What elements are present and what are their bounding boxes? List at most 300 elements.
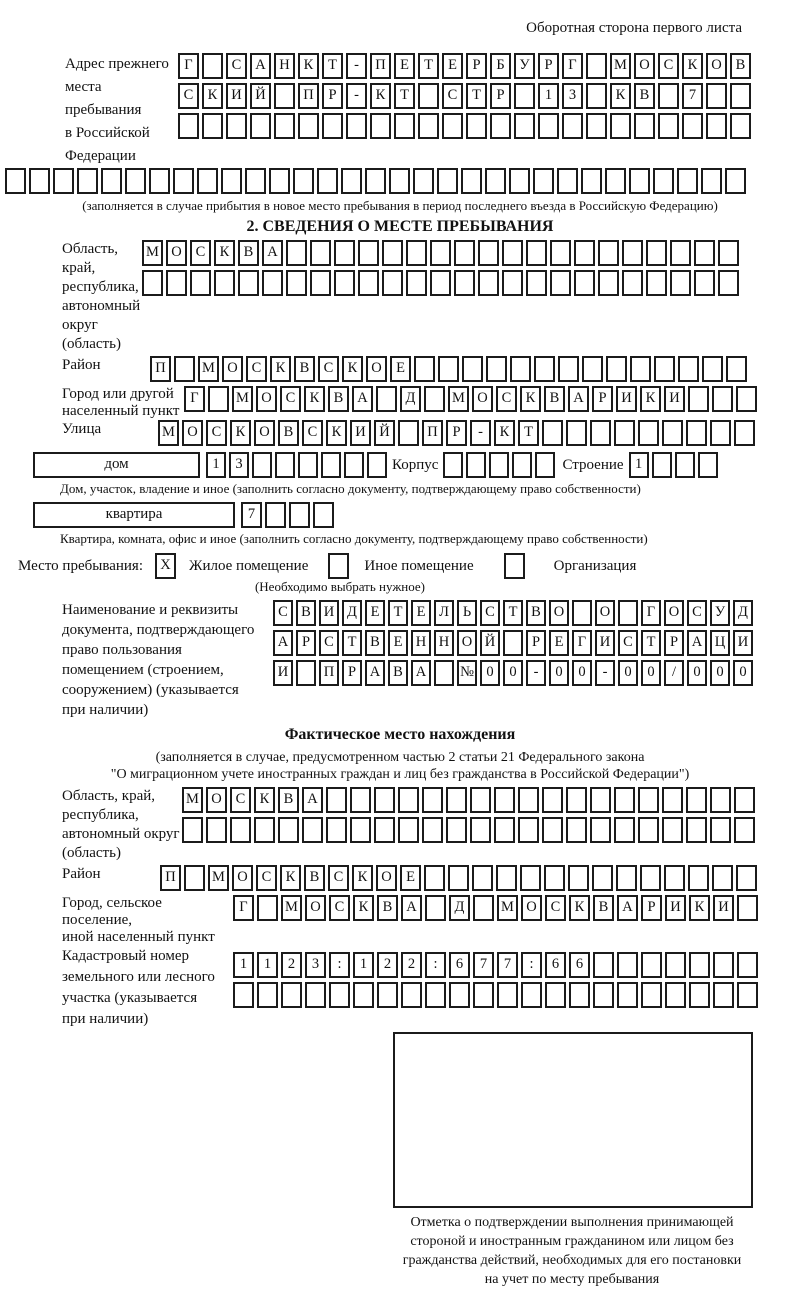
- char-cell: [701, 168, 722, 194]
- char-cell: В: [296, 600, 316, 626]
- char-cell: Т: [641, 630, 661, 656]
- char-cell: О: [634, 53, 655, 79]
- label-line: Наименование и реквизиты: [62, 602, 239, 618]
- char-cell: [694, 240, 715, 266]
- char-cell: А: [401, 895, 422, 921]
- char-cell: [710, 420, 731, 446]
- char-cell: [382, 270, 403, 296]
- char-cell: С: [328, 865, 349, 891]
- char-cell: Р: [641, 895, 662, 921]
- char-cell: [406, 270, 427, 296]
- label-line: места пребывания: [65, 79, 142, 118]
- char-row: [178, 53, 754, 79]
- char-cell: [653, 168, 674, 194]
- label-line: при наличии): [62, 702, 149, 718]
- char-cell: В: [304, 865, 325, 891]
- char-cell: [293, 168, 314, 194]
- district-field: [62, 356, 800, 386]
- house-box-label: дом: [33, 452, 200, 478]
- stamp-box: [393, 1032, 753, 1208]
- char-cell: С: [480, 600, 500, 626]
- char-row: [182, 817, 758, 843]
- section2-title: 2. СВЕДЕНИЯ О МЕСТЕ ПРЕБЫВАНИЯ: [246, 218, 554, 235]
- char-cell: [250, 113, 271, 139]
- char-cell: А: [302, 787, 323, 813]
- char-cell: [622, 240, 643, 266]
- char-cell: К: [353, 895, 374, 921]
- char-cell: [586, 53, 607, 79]
- actual-location-caption-line1: (заполняется в случае, предусмотренном частью 2 статьи 21 Федерального закона: [155, 750, 645, 765]
- char-row: [233, 952, 761, 978]
- char-cell: И: [665, 895, 686, 921]
- char-cell: [593, 982, 614, 1008]
- char-cell: [398, 817, 419, 843]
- char-cell: 6: [449, 952, 470, 978]
- char-cell: Е: [442, 53, 463, 79]
- char-cell: Д: [449, 895, 470, 921]
- char-cell: [535, 452, 555, 478]
- char-cell: [358, 240, 379, 266]
- char-cell: [425, 982, 446, 1008]
- char-cell: 0: [549, 660, 569, 686]
- char-cell: [29, 168, 50, 194]
- actual-city-field: [62, 895, 800, 946]
- char-cell: [646, 270, 667, 296]
- char-cell: [566, 420, 587, 446]
- char-cell: Е: [390, 356, 411, 382]
- stay-option-label: Организация: [553, 558, 637, 574]
- stay-type-note: (Необходимо выбрать нужное): [254, 579, 426, 594]
- char-cell: [446, 817, 467, 843]
- char-cell: [698, 452, 718, 478]
- char-cell: 3: [562, 83, 583, 109]
- char-cell: С: [545, 895, 566, 921]
- char-cell: [197, 168, 218, 194]
- stay-option-checkbox: [504, 553, 525, 579]
- char-cell: [406, 240, 427, 266]
- char-cell: М: [610, 53, 631, 79]
- cadastre-rows: [233, 946, 761, 1012]
- char-cell: 1: [233, 952, 254, 978]
- char-cell: [310, 270, 331, 296]
- char-cell: [454, 240, 475, 266]
- char-cell: [341, 168, 362, 194]
- char-cell: [736, 386, 757, 412]
- char-cell: [454, 270, 475, 296]
- label-line: помещением (строением,: [62, 662, 224, 678]
- label-line: округ (область): [62, 317, 121, 352]
- apartment-caption: Квартира, комната, офис и иное (заполнить согласно документу, подтверждающему право собственности): [60, 531, 648, 546]
- char-cell: :: [425, 952, 446, 978]
- prev-address-rows: [178, 53, 754, 143]
- char-cell: С: [687, 600, 707, 626]
- char-cell: [533, 168, 554, 194]
- char-cell: [550, 270, 571, 296]
- char-cell: А: [687, 630, 707, 656]
- char-cell: [675, 452, 695, 478]
- char-row: [233, 895, 761, 921]
- char-cell: И: [273, 660, 293, 686]
- char-cell: [662, 817, 683, 843]
- char-cell: 0: [618, 660, 638, 686]
- char-cell: Е: [549, 630, 569, 656]
- char-cell: О: [376, 865, 397, 891]
- char-cell: [544, 865, 565, 891]
- char-cell: [182, 817, 203, 843]
- char-cell: А: [568, 386, 589, 412]
- char-row: [273, 630, 756, 656]
- char-cell: [418, 83, 439, 109]
- char-row: [5, 168, 800, 194]
- char-cell: [275, 452, 295, 478]
- char-cell: Л: [434, 600, 454, 626]
- char-cell: [569, 982, 590, 1008]
- region-rows: [142, 240, 742, 300]
- char-cell: Г: [641, 600, 661, 626]
- char-row: [178, 83, 754, 109]
- char-cell: [473, 895, 494, 921]
- char-cell: К: [494, 420, 515, 446]
- char-cell: [665, 952, 686, 978]
- char-cell: [289, 502, 310, 528]
- char-cell: Р: [466, 53, 487, 79]
- char-cell: Р: [592, 386, 613, 412]
- char-cell: И: [595, 630, 615, 656]
- char-cell: [538, 113, 559, 139]
- char-cell: А: [411, 660, 431, 686]
- char-cell: [190, 270, 211, 296]
- char-cell: [638, 787, 659, 813]
- prev-address-label: [65, 53, 178, 168]
- char-cell: П: [298, 83, 319, 109]
- char-cell: И: [616, 386, 637, 412]
- region-field: [62, 240, 800, 354]
- char-cell: Р: [526, 630, 546, 656]
- stay-option-checkbox: X: [155, 553, 176, 579]
- char-cell: [634, 113, 655, 139]
- char-cell: [664, 865, 685, 891]
- char-cell: [542, 787, 563, 813]
- char-cell: Е: [400, 865, 421, 891]
- char-cell: [725, 168, 746, 194]
- char-cell: С: [658, 53, 679, 79]
- actual-district-field: [62, 865, 800, 895]
- label-line: Кадастровый номер: [62, 948, 189, 964]
- char-cell: [470, 787, 491, 813]
- char-row: [142, 270, 742, 296]
- char-cell: В: [377, 895, 398, 921]
- char-cell: [646, 240, 667, 266]
- char-cell: И: [664, 386, 685, 412]
- actual-location-caption-line2: "О миграционном учете иностранных граждан и лиц без гражданства в Российской Федерации"): [110, 767, 690, 782]
- char-cell: [206, 817, 227, 843]
- stamp-caption: [388, 1213, 756, 1289]
- char-cell: В: [634, 83, 655, 109]
- char-cell: В: [278, 787, 299, 813]
- char-cell: [257, 982, 278, 1008]
- char-cell: [514, 83, 535, 109]
- char-cell: [226, 113, 247, 139]
- char-cell: [590, 420, 611, 446]
- char-cell: С: [206, 420, 227, 446]
- char-cell: [490, 113, 511, 139]
- char-cell: [558, 356, 579, 382]
- char-cell: [202, 53, 223, 79]
- char-cell: П: [370, 53, 391, 79]
- char-cell: [616, 865, 637, 891]
- label-line: автономный округ: [62, 826, 180, 842]
- char-cell: [398, 420, 419, 446]
- char-cell: К: [682, 53, 703, 79]
- char-row: [206, 452, 390, 472]
- char-cell: Т: [418, 53, 439, 79]
- char-cell: М: [497, 895, 518, 921]
- char-cell: [485, 168, 506, 194]
- char-cell: [526, 270, 547, 296]
- char-cell: [257, 895, 278, 921]
- char-cell: [208, 386, 229, 412]
- street-field: [62, 420, 800, 450]
- char-cell: 6: [569, 952, 590, 978]
- char-cell: К: [689, 895, 710, 921]
- char-cell: [449, 982, 470, 1008]
- label-line: республика,: [62, 807, 139, 823]
- char-cell: [640, 865, 661, 891]
- char-cell: М: [232, 386, 253, 412]
- char-cell: [718, 240, 739, 266]
- char-cell: [617, 982, 638, 1008]
- char-cell: В: [388, 660, 408, 686]
- char-cell: Н: [434, 630, 454, 656]
- char-cell: Й: [374, 420, 395, 446]
- char-row: [158, 420, 758, 446]
- char-cell: 3: [229, 452, 249, 478]
- actual-region-label: [62, 787, 182, 863]
- char-cell: [641, 982, 662, 1008]
- char-cell: [618, 600, 638, 626]
- char-cell: Г: [178, 53, 199, 79]
- char-cell: К: [270, 356, 291, 382]
- char-cell: [478, 270, 499, 296]
- char-cell: И: [319, 600, 339, 626]
- char-cell: К: [610, 83, 631, 109]
- stay-option-checkbox: [328, 553, 349, 579]
- char-cell: [461, 168, 482, 194]
- char-cell: [489, 452, 509, 478]
- char-cell: Т: [388, 600, 408, 626]
- char-cell: [510, 356, 531, 382]
- char-cell: [734, 420, 755, 446]
- char-cell: О: [549, 600, 569, 626]
- char-cell: С: [302, 420, 323, 446]
- char-cell: [281, 982, 302, 1008]
- char-cell: [614, 420, 635, 446]
- cadastre-label: [62, 946, 233, 1030]
- char-cell: С: [618, 630, 638, 656]
- char-cell: [5, 168, 26, 194]
- char-cell: [726, 356, 747, 382]
- char-cell: В: [238, 240, 259, 266]
- char-cell: [494, 817, 515, 843]
- char-row: [443, 452, 558, 469]
- label-line: в Российской: [65, 125, 150, 141]
- char-cell: Т: [342, 630, 362, 656]
- house-row: [33, 452, 800, 478]
- char-cell: [638, 420, 659, 446]
- char-cell: [545, 982, 566, 1008]
- char-cell: О: [182, 420, 203, 446]
- char-cell: [149, 168, 170, 194]
- char-cell: [662, 420, 683, 446]
- char-cell: [238, 270, 259, 296]
- char-cell: О: [366, 356, 387, 382]
- char-cell: [572, 600, 592, 626]
- stamp-caption-line: Отметка о подтверждении выполнения принимающей: [410, 1215, 734, 1230]
- char-cell: [418, 113, 439, 139]
- char-cell: [430, 270, 451, 296]
- char-cell: У: [710, 600, 730, 626]
- char-cell: [448, 865, 469, 891]
- char-cell: [670, 270, 691, 296]
- char-cell: [654, 356, 675, 382]
- char-cell: О: [206, 787, 227, 813]
- char-cell: 7: [241, 502, 262, 528]
- prev-address-caption: (заполняется в случае прибытия в новое место пребывания в период последнего въезда в Российскую Федерацию): [82, 198, 718, 213]
- char-cell: Р: [446, 420, 467, 446]
- char-cell: 0: [503, 660, 523, 686]
- char-cell: [470, 817, 491, 843]
- char-cell: [367, 452, 387, 478]
- char-cell: [346, 113, 367, 139]
- char-cell: [462, 356, 483, 382]
- stay-type-label: Место пребывания:: [18, 558, 143, 574]
- char-cell: [269, 168, 290, 194]
- char-cell: [617, 952, 638, 978]
- char-cell: [374, 787, 395, 813]
- char-cell: Ь: [457, 600, 477, 626]
- char-cell: [326, 787, 347, 813]
- char-cell: У: [514, 53, 535, 79]
- char-cell: О: [457, 630, 477, 656]
- char-cell: [322, 113, 343, 139]
- char-cell: Т: [322, 53, 343, 79]
- char-cell: [509, 168, 530, 194]
- char-cell: [581, 168, 602, 194]
- char-cell: [374, 817, 395, 843]
- char-cell: [252, 452, 272, 478]
- street-label: Улица: [62, 421, 102, 437]
- char-cell: 3: [305, 952, 326, 978]
- char-cell: [313, 502, 334, 528]
- char-cell: [101, 168, 122, 194]
- char-cell: [566, 817, 587, 843]
- char-cell: [512, 452, 532, 478]
- char-cell: К: [370, 83, 391, 109]
- char-cell: [710, 817, 731, 843]
- char-cell: [514, 113, 535, 139]
- char-cell: [665, 982, 686, 1008]
- char-cell: К: [304, 386, 325, 412]
- char-cell: [562, 113, 583, 139]
- char-cell: [710, 787, 731, 813]
- char-cell: 0: [733, 660, 753, 686]
- char-cell: В: [730, 53, 751, 79]
- char-cell: Р: [322, 83, 343, 109]
- char-cell: -: [346, 83, 367, 109]
- char-cell: [302, 817, 323, 843]
- char-cell: 1: [629, 452, 649, 478]
- korpus-label: Корпус: [392, 457, 439, 473]
- char-cell: [550, 240, 571, 266]
- char-cell: [334, 270, 355, 296]
- char-cell: С: [190, 240, 211, 266]
- char-cell: А: [365, 660, 385, 686]
- char-cell: [713, 952, 734, 978]
- char-cell: [677, 168, 698, 194]
- label-line: (область): [62, 845, 121, 861]
- char-cell: [310, 240, 331, 266]
- char-cell: К: [326, 420, 347, 446]
- char-cell: В: [328, 386, 349, 412]
- char-cell: №: [457, 660, 477, 686]
- char-cell: -: [595, 660, 615, 686]
- char-cell: [278, 817, 299, 843]
- apartment-row: [33, 502, 800, 528]
- char-cell: [568, 865, 589, 891]
- char-cell: В: [544, 386, 565, 412]
- char-cell: О: [222, 356, 243, 382]
- char-cell: А: [352, 386, 373, 412]
- label-line: при наличии): [62, 1011, 149, 1027]
- char-cell: В: [278, 420, 299, 446]
- char-cell: [737, 982, 758, 1008]
- char-cell: [350, 817, 371, 843]
- char-cell: [422, 787, 443, 813]
- char-cell: [574, 240, 595, 266]
- char-cell: П: [319, 660, 339, 686]
- char-cell: [230, 817, 251, 843]
- char-cell: О: [256, 386, 277, 412]
- char-cell: К: [640, 386, 661, 412]
- char-cell: М: [182, 787, 203, 813]
- char-cell: [377, 982, 398, 1008]
- char-cell: [178, 113, 199, 139]
- label-line: автономный: [62, 298, 141, 314]
- char-cell: [254, 817, 275, 843]
- char-cell: 2: [281, 952, 302, 978]
- char-cell: [518, 817, 539, 843]
- region-label: [62, 240, 142, 354]
- char-cell: [502, 240, 523, 266]
- char-cell: -: [346, 53, 367, 79]
- char-cell: С: [226, 53, 247, 79]
- char-cell: [614, 787, 635, 813]
- char-cell: [358, 270, 379, 296]
- char-cell: [425, 895, 446, 921]
- char-cell: [414, 356, 435, 382]
- char-cell: Т: [394, 83, 415, 109]
- label-line: Область, край,: [62, 241, 119, 276]
- stamp-caption-line: на учет по месту пребывания: [484, 1272, 660, 1287]
- char-cell: К: [230, 420, 251, 446]
- char-cell: М: [281, 895, 302, 921]
- char-cell: [329, 982, 350, 1008]
- char-cell: [689, 952, 710, 978]
- char-cell: 2: [377, 952, 398, 978]
- char-row: [182, 787, 758, 813]
- char-cell: 2: [401, 952, 422, 978]
- char-cell: К: [342, 356, 363, 382]
